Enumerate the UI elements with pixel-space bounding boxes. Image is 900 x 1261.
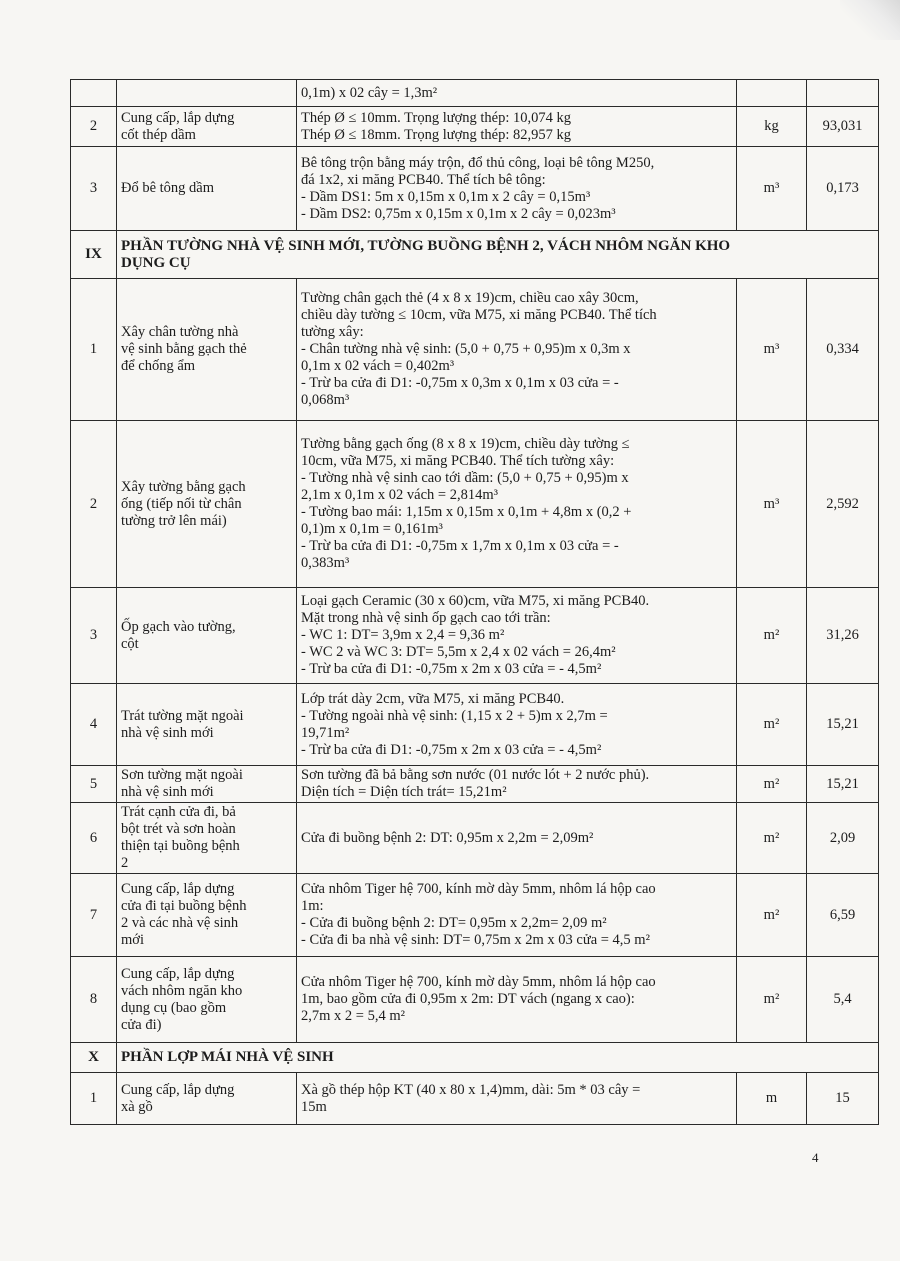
table-row (71, 874, 879, 957)
table-row (71, 421, 879, 588)
text-line: - Dầm DS1: 5m x 0,15m x 0,1m x 2 cây = 0,15m³ (301, 188, 591, 205)
item-quantity: 2,592 (807, 421, 879, 588)
text-line: 1m, bao gồm cửa đi 0,95m x 2m: DT vách (ngang x cao): (301, 991, 635, 1007)
text-line: nhà vệ sinh mới (121, 724, 214, 741)
text-line: bột trét và sơn hoàn (121, 821, 236, 837)
text-line: Cung cấp, lắp dựng (121, 109, 235, 126)
text-line: Sơn tường mặt ngoài (121, 767, 243, 783)
item-number: 7 (71, 874, 117, 957)
text-line: 2 (121, 855, 129, 871)
table-row (71, 803, 879, 874)
text-line: PHẦN LỢP MÁI NHÀ VỆ SINH (121, 1049, 334, 1065)
item-unit: m² (737, 766, 807, 803)
item-quantity (807, 80, 879, 107)
text-line: - Tường nhà vệ sinh cao tới dầm: (5,0 + 0,75 + 0,95)m x (301, 470, 629, 486)
page-number: 4 (812, 1150, 819, 1165)
item-unit: m² (737, 803, 807, 874)
text-line: Trát cạnh cửa đi, bả (121, 804, 236, 820)
text-line: Tường chân gạch thẻ (4 x 8 x 19)cm, chiều cao xây 30cm, (301, 290, 639, 306)
item-unit: m² (737, 588, 807, 684)
item-number: 4 (71, 684, 117, 766)
text-line: - Trừ ba cửa đi D1: -0,75m x 2m x 03 cửa = - 4,5m² (301, 741, 602, 758)
item-unit: m² (737, 684, 807, 766)
item-quantity: 93,031 (807, 107, 879, 147)
item-description (297, 421, 737, 588)
text-line: - Chân tường nhà vệ sinh: (5,0 + 0,75 + 0,95)m x 0,3m x (301, 341, 631, 357)
text-line: Xây chân tường nhà (121, 324, 239, 340)
item-name (117, 80, 297, 107)
item-number (71, 80, 117, 107)
text-line: cột (121, 635, 139, 652)
item-name (117, 147, 297, 231)
section-header-row (71, 231, 879, 279)
item-description (297, 766, 737, 803)
section-header-row (71, 1043, 879, 1073)
text-line: - Tường bao mái: 1,15m x 0,15m x 0,1m + 4,8m x (0,2 + (301, 504, 632, 520)
text-line: - Cửa đi buồng bệnh 2: DT= 0,95m x 2,2m= 2,09 m² (301, 915, 607, 931)
item-quantity: 15 (807, 1073, 879, 1125)
section-title (117, 231, 879, 279)
text-line: 2,1m x 0,1m x 02 vách = 2,814m³ (301, 487, 498, 503)
text-line: - WC 2 và WC 3: DT= 5,5m x 2,4 x 02 vách = 26,4m² (301, 644, 616, 660)
text-line: Cung cấp, lắp dựng (121, 965, 235, 982)
item-name (117, 588, 297, 684)
text-line: cửa đi tại buồng bệnh (121, 898, 247, 914)
text-line: tường xây: (301, 324, 364, 340)
table-row (71, 588, 879, 684)
item-number: 8 (71, 957, 117, 1043)
item-unit: m (737, 1073, 807, 1125)
section-title (117, 1043, 879, 1073)
text-line: Tường bằng gạch ống (8 x 8 x 19)cm, chiều dày tường ≤ (301, 436, 630, 452)
item-description (297, 957, 737, 1043)
text-line: 0,068m³ (301, 392, 350, 408)
table-row (71, 957, 879, 1043)
table-row (71, 147, 879, 231)
text-line: 19,71m² (301, 724, 350, 741)
table-row (71, 766, 879, 803)
item-name (117, 684, 297, 766)
text-line: đá 1x2, xi măng PCB40. Thể tích bê tông: (301, 171, 546, 188)
item-number: 2 (71, 421, 117, 588)
text-line: cốt thép dầm (121, 126, 196, 143)
text-line: Thép Ø ≤ 18mm. Trọng lượng thép: 82,957 kg (301, 126, 571, 143)
item-quantity: 15,21 (807, 684, 879, 766)
item-description (297, 1073, 737, 1125)
section-number: X (71, 1043, 117, 1073)
item-description (297, 684, 737, 766)
text-line: Cửa đi buồng bệnh 2: DT: 0,95m x 2,2m = 2,09m² (301, 829, 594, 846)
text-line: DỤNG CỤ (121, 254, 191, 271)
text-line: 1m: (301, 898, 324, 914)
text-line: - Cửa đi ba nhà vệ sinh: DT= 0,75m x 2m x 03 cửa = 4,5 m² (301, 932, 650, 948)
item-description (297, 80, 737, 107)
table-row (71, 1073, 879, 1125)
text-line: Mặt trong nhà vệ sinh ốp gạch cao tới trần: (301, 610, 551, 626)
item-name (117, 279, 297, 421)
bill-of-quantities-table (70, 79, 879, 1125)
item-name (117, 766, 297, 803)
text-line: Sơn tường đã bả bằng sơn nước (01 nước lót + 2 nước phủ). (301, 767, 650, 783)
text-line: Cung cấp, lắp dựng (121, 881, 235, 897)
item-unit: m³ (737, 279, 807, 421)
item-unit: kg (737, 107, 807, 147)
text-line: cửa đi) (121, 1016, 162, 1033)
table-row (71, 684, 879, 766)
text-line: Thép Ø ≤ 10mm. Trọng lượng thép: 10,074 kg (301, 109, 571, 126)
item-quantity: 6,59 (807, 874, 879, 957)
item-quantity: 5,4 (807, 957, 879, 1043)
item-unit: m² (737, 874, 807, 957)
text-line: Bê tông trộn bằng máy trộn, đổ thủ công, loại bê tông M250, (301, 154, 655, 171)
item-name (117, 421, 297, 588)
text-line: Cửa nhôm Tiger hệ 700, kính mờ dày 5mm, nhôm lá hộp cao (301, 974, 656, 990)
text-line: chiều dày tường ≤ 10cm, vữa M75, xi măng PCB40. Thể tích (301, 307, 657, 323)
text-line: thiện tại buồng bệnh (121, 838, 240, 854)
item-unit: m³ (737, 421, 807, 588)
text-line: 15m (301, 1098, 327, 1115)
text-line: để chống ẩm (121, 358, 196, 374)
item-number: 1 (71, 279, 117, 421)
item-quantity: 0,173 (807, 147, 879, 231)
text-line: 0,1)m x 0,1m = 0,161m³ (301, 521, 443, 537)
item-description (297, 803, 737, 874)
item-number: 3 (71, 588, 117, 684)
text-line: ống (tiếp nối từ chân (121, 495, 242, 512)
item-unit: m³ (737, 147, 807, 231)
text-line: - Dầm DS2: 0,75m x 0,15m x 0,1m x 2 cây = 0,023m³ (301, 205, 616, 222)
text-line: tường trở lên mái) (121, 512, 227, 529)
text-line: Đổ bê tông dầm (121, 180, 215, 196)
text-line: vệ sinh bằng gạch thẻ (121, 341, 247, 357)
text-line: PHẦN TƯỜNG NHÀ VỆ SINH MỚI, TƯỜNG BUỒNG BỆNH 2, VÁCH NHÔM NGĂN KHO (121, 237, 731, 254)
text-line: - Trừ ba cửa đi D1: -0,75m x 0,3m x 0,1m x 03 cửa = - (301, 375, 619, 391)
text-line: Loại gạch Ceramic (30 x 60)cm, vữa M75, xi măng PCB40. (301, 593, 650, 609)
item-description (297, 107, 737, 147)
item-name (117, 874, 297, 957)
text-line: - WC 1: DT= 3,9m x 2,4 = 9,36 m² (301, 627, 505, 643)
text-line: Trát tường mặt ngoài (121, 707, 244, 724)
item-description (297, 588, 737, 684)
text-line: Ốp gạch vào tường, (121, 618, 236, 635)
text-line: 0,1m x 02 vách = 0,402m³ (301, 358, 455, 374)
section-number: IX (71, 231, 117, 279)
text-line: - Trừ ba cửa đi D1: -0,75m x 1,7m x 0,1m x 03 cửa = - (301, 538, 619, 554)
item-name (117, 957, 297, 1043)
item-unit: m² (737, 957, 807, 1043)
item-number: 6 (71, 803, 117, 874)
item-description (297, 279, 737, 421)
text-line: Diện tích = Diện tích trát= 15,21m² (301, 784, 507, 800)
text-line: - Trừ ba cửa đi D1: -0,75m x 2m x 03 cửa = - 4,5m² (301, 661, 602, 677)
text-line: xà gồ (121, 1098, 153, 1115)
item-number: 2 (71, 107, 117, 147)
page-corner-shadow (840, 0, 900, 40)
text-line: nhà vệ sinh mới (121, 784, 214, 800)
item-number: 1 (71, 1073, 117, 1125)
item-number: 5 (71, 766, 117, 803)
text-line: 10cm, vữa M75, xi măng PCB40. Thể tích tường xây: (301, 453, 615, 469)
text-line: - Tường ngoài nhà vệ sinh: (1,15 x 2 + 5)m x 2,7m = (301, 707, 608, 724)
text-line: Lớp trát dày 2cm, vữa M75, xi măng PCB40. (301, 690, 565, 707)
text-line: dụng cụ (bao gồm (121, 999, 227, 1016)
item-number: 3 (71, 147, 117, 231)
text-line: 0,383m³ (301, 555, 350, 571)
item-name (117, 1073, 297, 1125)
table-row (71, 80, 879, 107)
item-quantity: 31,26 (807, 588, 879, 684)
item-quantity: 15,21 (807, 766, 879, 803)
text-line: Cửa nhôm Tiger hệ 700, kính mờ dày 5mm, nhôm lá hộp cao (301, 881, 656, 897)
item-name (117, 803, 297, 874)
item-quantity: 2,09 (807, 803, 879, 874)
item-quantity: 0,334 (807, 279, 879, 421)
item-description (297, 147, 737, 231)
text-line: vách nhôm ngăn kho (121, 982, 243, 999)
text-line: 2,7m x 2 = 5,4 m² (301, 1008, 405, 1024)
text-line: 2 và các nhà vệ sinh (121, 915, 239, 931)
text-line: 0,1m) x 02 cây = 1,3m² (301, 84, 438, 101)
text-line: mới (121, 932, 144, 948)
table-row (71, 107, 879, 147)
text-line: Xà gồ thép hộp KT (40 x 80 x 1,4)mm, dài: 5m * 03 cây = (301, 1081, 641, 1098)
item-description (297, 874, 737, 957)
table-body (71, 80, 879, 1125)
text-line: Xây tường bằng gạch (121, 478, 246, 495)
table-row (71, 279, 879, 421)
item-name (117, 107, 297, 147)
item-unit (737, 80, 807, 107)
text-line: Cung cấp, lắp dựng (121, 1081, 235, 1098)
